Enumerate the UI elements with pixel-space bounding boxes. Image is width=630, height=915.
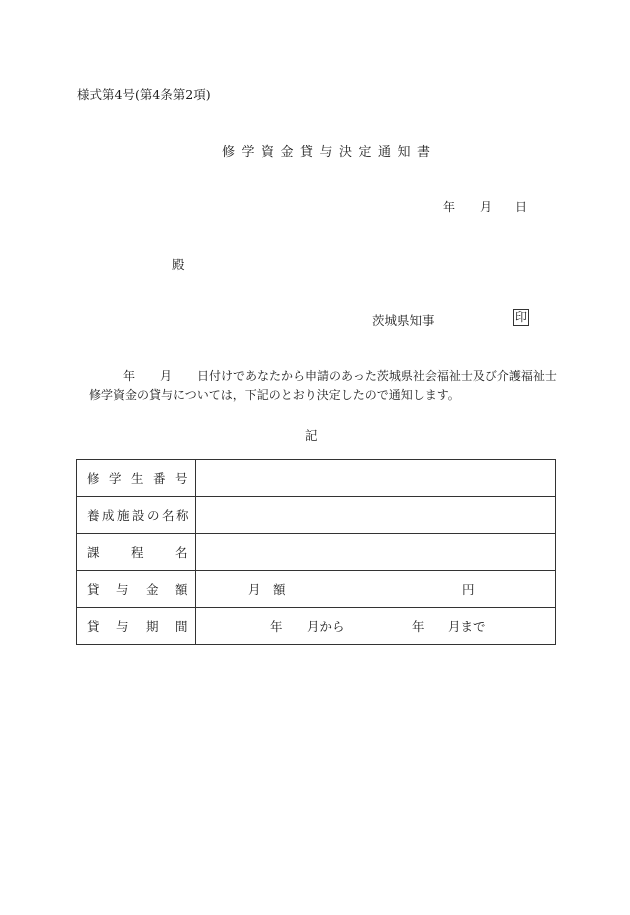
form-number: 様式第4号(第4条第2項): [77, 87, 211, 102]
label-char: 学: [109, 471, 122, 486]
label-char: 設: [132, 508, 145, 523]
label-char: 名: [162, 508, 175, 523]
label-char: 間: [175, 619, 188, 634]
monthly-amount-label: 月 額: [248, 582, 286, 597]
body-month: 月: [160, 369, 173, 383]
label-char: の: [147, 508, 160, 523]
label-char: 生: [131, 471, 144, 486]
value-school-name[interactable]: [196, 497, 556, 534]
note-heading: 記: [305, 428, 318, 443]
label-course-name: [77, 534, 196, 571]
label-char: 施: [117, 508, 130, 523]
label-char: 名: [175, 545, 188, 560]
label-char: 額: [175, 582, 188, 597]
label-char: 養: [87, 508, 100, 523]
label-char: 貸: [87, 582, 100, 597]
label-char: 修: [87, 471, 100, 486]
label-loan-period: [77, 608, 196, 645]
label-char: 貸: [87, 619, 100, 634]
body-line-1: 日付けであなたから申請のあった茨城県社会福祉士及び介護福祉士: [197, 369, 557, 383]
date-year: 年: [443, 200, 456, 214]
table-row: [77, 608, 556, 645]
label-char: 与: [116, 582, 129, 597]
label-loan-amount: [77, 571, 196, 608]
table-row: [77, 571, 556, 608]
label-char: 称: [176, 508, 189, 523]
label-char: 号: [175, 471, 188, 486]
label-char: 番: [153, 471, 166, 486]
label-char: 期: [146, 619, 159, 634]
loan-info-table: [76, 459, 556, 645]
table-row: [77, 497, 556, 534]
label-char: 課: [87, 545, 100, 560]
value-loan-period[interactable]: [196, 608, 556, 645]
label-char: 程: [131, 545, 144, 560]
label-student-number: [77, 460, 196, 497]
body-year: 年: [123, 369, 136, 383]
table-row: [77, 534, 556, 571]
label-char: 金: [146, 582, 159, 597]
sender-title: 茨城県知事: [372, 313, 435, 328]
period-to-month: 月まで: [448, 619, 486, 634]
period-to-year: 年: [412, 619, 425, 634]
addressee-suffix: 殿: [172, 257, 185, 272]
period-from-month: 月から: [307, 619, 345, 634]
yen-unit: 円: [462, 582, 475, 597]
value-student-number[interactable]: [196, 460, 556, 497]
label-char: 与: [116, 619, 129, 634]
period-from-year: 年: [270, 619, 283, 634]
body-line-2: 修学資金の貸与については，下記のとおり決定したので通知します。: [89, 388, 460, 402]
value-course-name[interactable]: [196, 534, 556, 571]
date-day: 日: [515, 200, 528, 214]
label-char: 成: [102, 508, 115, 523]
document-title: 修学資金貸与決定通知書: [222, 145, 437, 160]
label-school-name: [77, 497, 196, 534]
date-month: 月: [480, 200, 493, 214]
table-row: [77, 460, 556, 497]
value-loan-amount[interactable]: [196, 571, 556, 608]
seal-mark: 印: [514, 310, 527, 324]
